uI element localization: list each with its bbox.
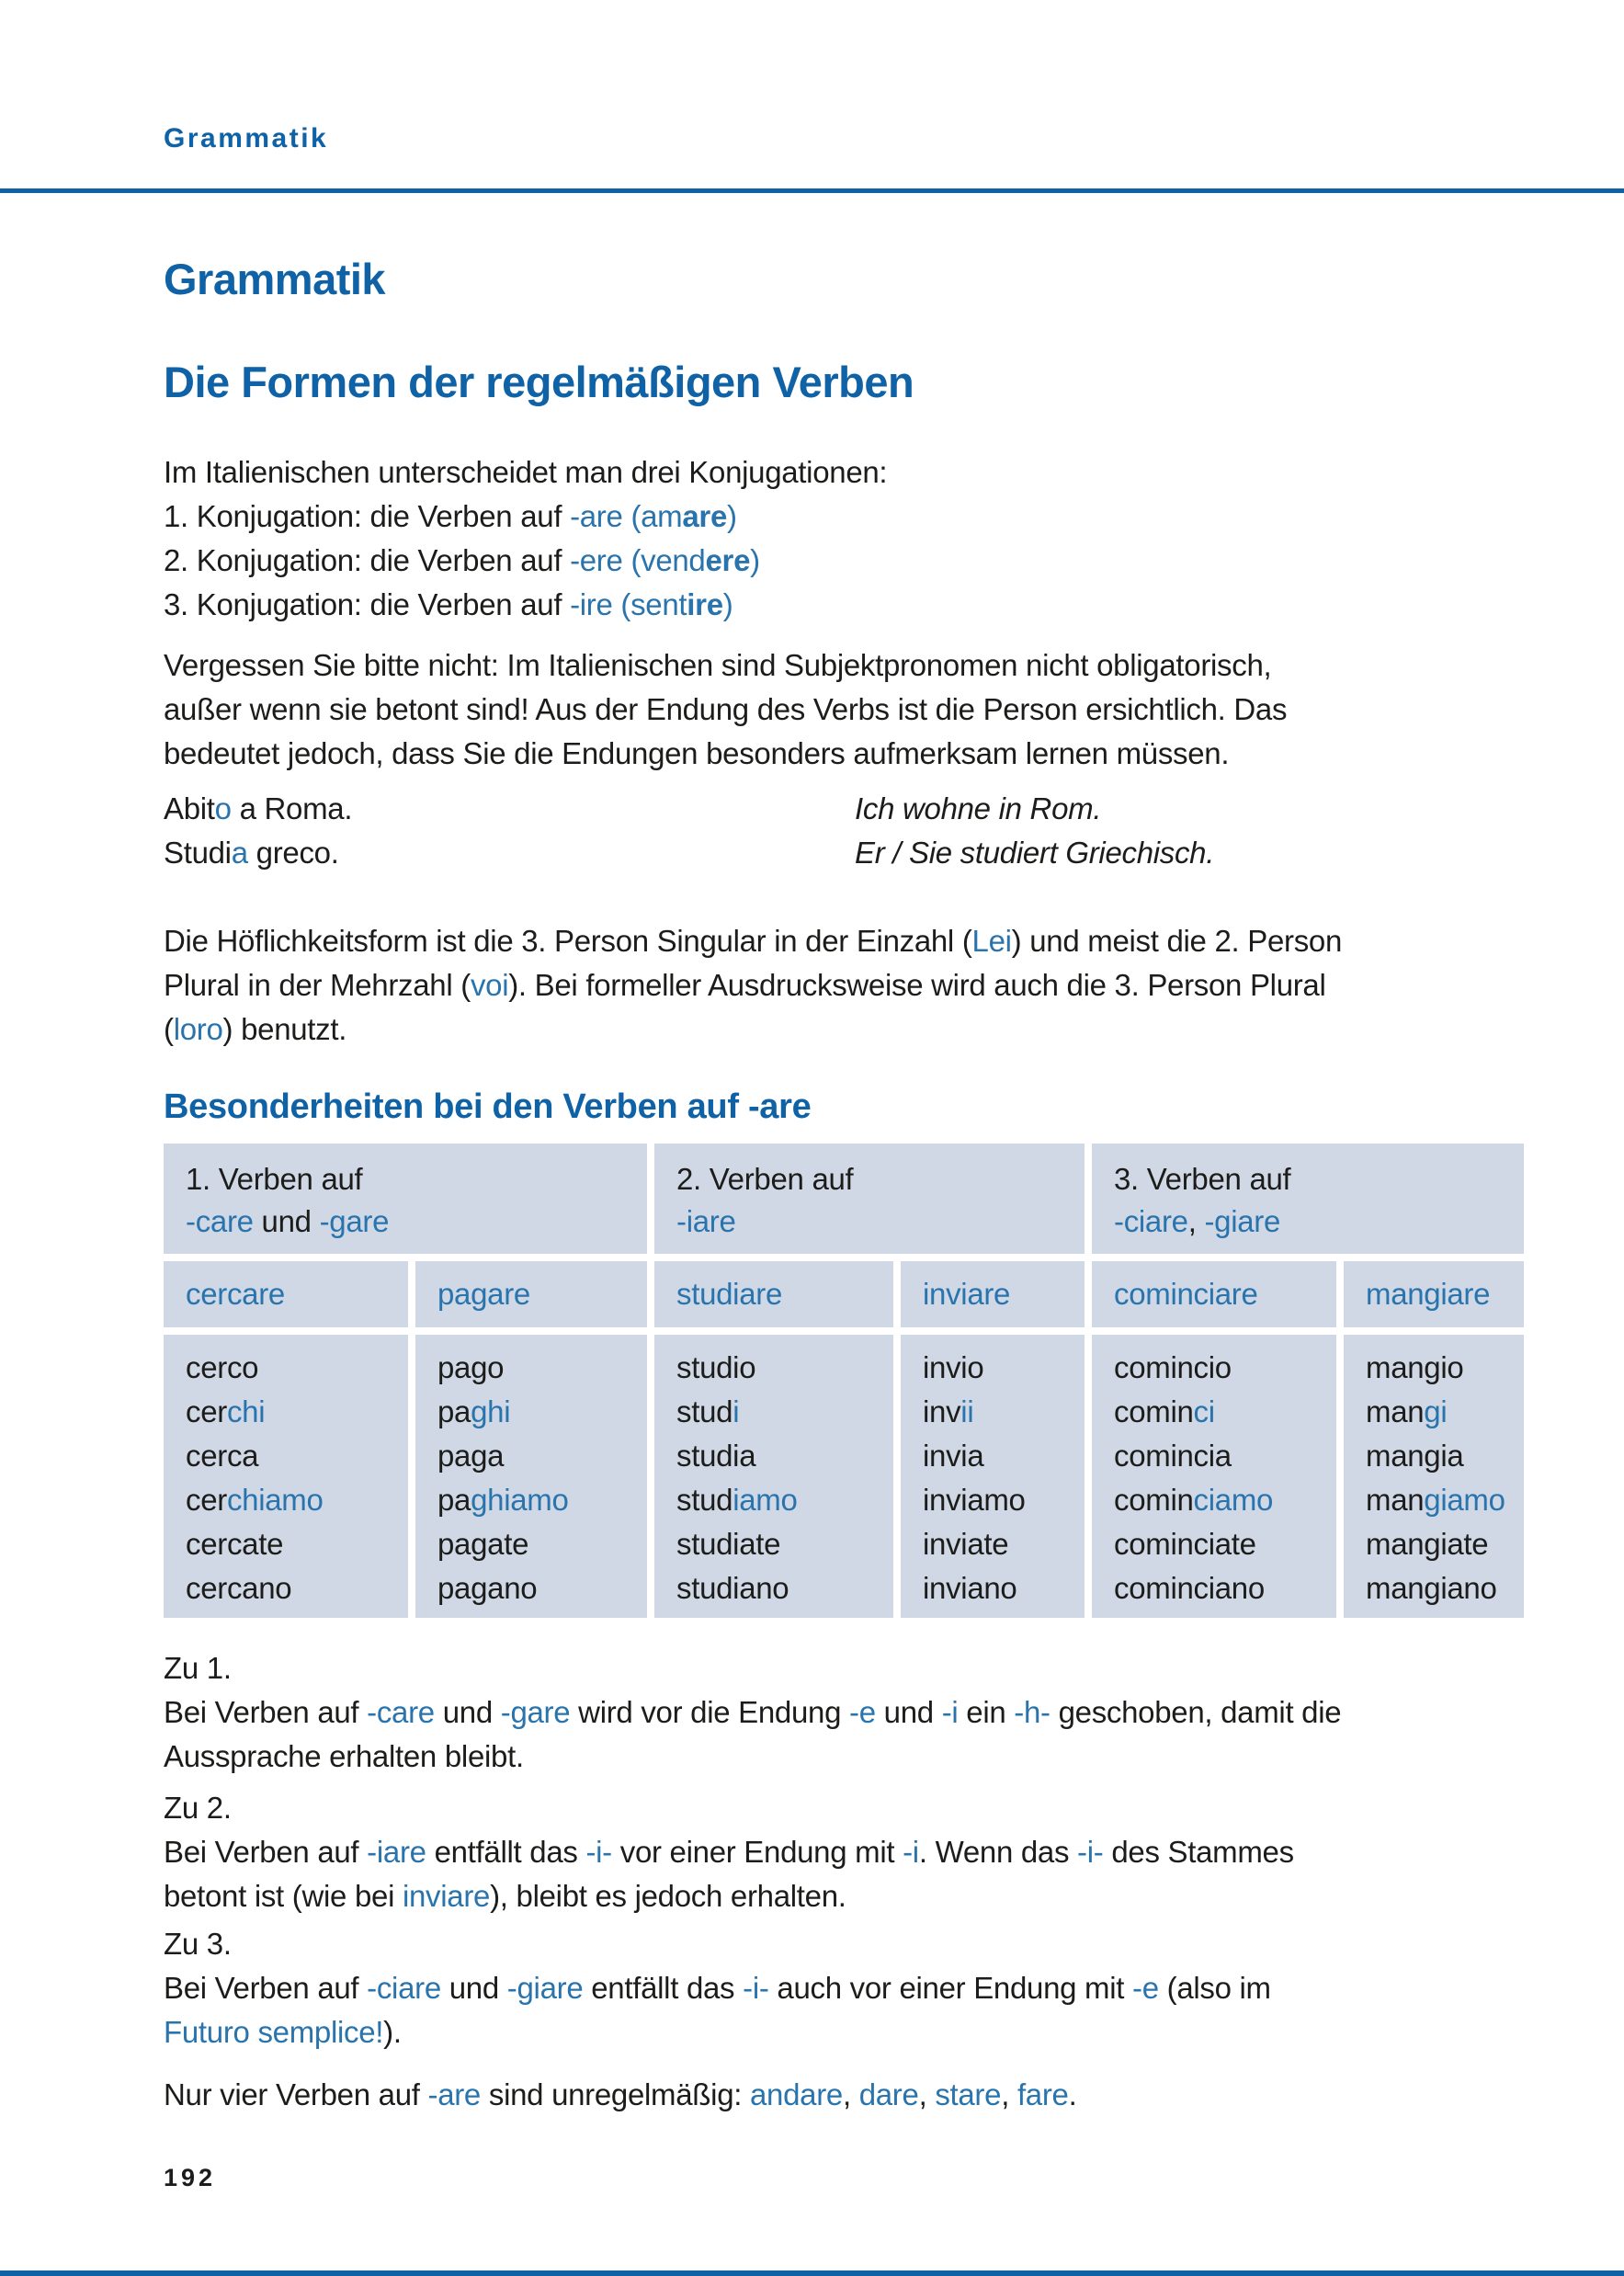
text-segment: ). (383, 2015, 402, 2049)
text-segment: -e (849, 1695, 876, 1729)
text-segment: ghiamo (471, 1483, 569, 1517)
text-segment: cercate (186, 1527, 284, 1561)
text-segment: -giare (506, 1971, 584, 2005)
text-segment: auch vor einer Endung mit (768, 1971, 1133, 2005)
text-line (164, 688, 1287, 732)
text-segment: entfällt das (426, 1835, 586, 1869)
conjugation-table (164, 1144, 1528, 1618)
text-segment: ). Bei formeller Ausdrucksweise wird auch die 3. Person Plural (508, 968, 1326, 1002)
text-line (437, 1390, 647, 1434)
page-title: Grammatik (164, 255, 386, 303)
text-segment: stare (935, 2077, 1002, 2111)
text-segment: mangia (1366, 1439, 1464, 1473)
text-line (1366, 1434, 1524, 1478)
text-segment: are (682, 499, 728, 533)
text-segment: Plural in der Mehrzahl ( (164, 968, 471, 1002)
text-line (1366, 1478, 1524, 1522)
text-segment: -ciare (1114, 1204, 1188, 1238)
text-line (923, 1434, 1085, 1478)
text-line (923, 1478, 1085, 1522)
text-line (1114, 1522, 1336, 1566)
text-segment: pa (437, 1394, 471, 1428)
group-endings (1114, 1201, 1524, 1243)
table-group-header (1092, 1144, 1524, 1254)
text-segment: voi (470, 968, 509, 1002)
text-segment: -i- (1077, 1835, 1104, 1869)
text-line (676, 1434, 893, 1478)
text-segment: 1. Konjugation: die Verben auf (164, 499, 571, 533)
note-zu-3 (164, 1922, 1271, 2054)
group-endings (676, 1201, 1085, 1243)
note-zu-2 (164, 1786, 1294, 1918)
text-segment: Abit (164, 791, 215, 825)
table-group-header (654, 1144, 1085, 1254)
text-segment: studio (676, 1350, 756, 1384)
text-segment: man (1366, 1483, 1425, 1517)
text-segment: und (253, 1204, 320, 1238)
note-body (164, 1690, 1341, 1779)
text-segment: comin (1114, 1483, 1194, 1517)
text-segment: ciamo (1193, 1483, 1274, 1517)
text-line (186, 1434, 408, 1478)
text-line (164, 495, 887, 539)
infinitive-cell: pagare (415, 1261, 647, 1327)
text-segment: ( (164, 1012, 174, 1046)
text-line (676, 1346, 893, 1390)
text-line (164, 539, 887, 583)
running-header: Grammatik (164, 123, 329, 154)
text-segment: -are (570, 499, 623, 533)
text-line (923, 1522, 1085, 1566)
text-segment: . Wenn das (918, 1835, 1078, 1869)
infinitive-cell: inviare (901, 1261, 1085, 1327)
text-line (164, 643, 1287, 688)
text-line (164, 963, 1342, 1007)
text-line (676, 1478, 893, 1522)
text-segment: geschoben, damit die (1050, 1695, 1342, 1729)
text-segment: -i- (743, 1971, 769, 2005)
text-line (1366, 1522, 1524, 1566)
text-segment: o (214, 791, 232, 825)
text-segment: ein (958, 1695, 1015, 1729)
text-segment: 2. Konjugation: die Verben auf (164, 543, 571, 577)
text-segment: man (1366, 1394, 1425, 1428)
text-segment: cercano (186, 1571, 292, 1605)
text-segment: ghi (471, 1394, 511, 1428)
text-segment: ) (750, 543, 760, 577)
text-segment: pagano (437, 1571, 538, 1605)
text-segment: -are (427, 2077, 481, 2111)
text-segment: -care (186, 1204, 254, 1238)
text-segment: Aussprache erhalten bleibt. (164, 1739, 524, 1773)
text-segment: ) (722, 587, 733, 621)
text-line (1114, 1434, 1336, 1478)
infinitive-cell: mangiare (1344, 1261, 1524, 1327)
text-segment: studiano (676, 1571, 789, 1605)
text-segment: bedeutet jedoch, dass Sie die Endungen besonders aufmerksam lernen müssen. (164, 736, 1230, 770)
group-title: 1. Verben auf (186, 1162, 363, 1196)
text-segment: cerco (186, 1350, 259, 1384)
text-segment: dare (858, 2077, 919, 2111)
text-line: Ich wohne in Rom. (855, 791, 1102, 825)
infinitive-cell: cominciare (1092, 1261, 1336, 1327)
text-line (186, 1390, 408, 1434)
conjugation-cell (1092, 1335, 1336, 1618)
text-line (164, 1735, 1341, 1779)
text-segment: iamo (733, 1483, 798, 1517)
text-line (437, 1346, 647, 1390)
text-line (164, 787, 855, 831)
text-segment: cominciate (1114, 1527, 1256, 1561)
text-line (164, 1690, 1341, 1735)
text-segment: 3. Konjugation: die Verben auf (164, 587, 571, 621)
text-line (164, 583, 887, 627)
text-segment: cer (186, 1394, 227, 1428)
text-line (164, 1966, 1271, 2010)
group-title: 2. Verben auf (676, 1162, 854, 1196)
text-segment: andare (749, 2077, 843, 2111)
text-segment: chi (226, 1394, 266, 1428)
paragraph-conjugations (164, 450, 887, 627)
text-segment: betont ist (wie bei (164, 1879, 403, 1913)
conjugation-cell (901, 1335, 1085, 1618)
text-segment: inviano (923, 1571, 1017, 1605)
text-segment: fare (1016, 2077, 1069, 2111)
infinitive-cell: cercare (164, 1261, 408, 1327)
text-line (1366, 1346, 1524, 1390)
text-line (1366, 1566, 1524, 1610)
text-segment: und (875, 1695, 942, 1729)
text-segment: studiate (676, 1527, 781, 1561)
text-segment: invia (923, 1439, 984, 1473)
text-line: Er / Sie studiert Griechisch. (855, 836, 1215, 870)
text-segment: Studi (164, 836, 232, 870)
text-line (186, 1566, 408, 1610)
text-segment: stud (676, 1483, 733, 1517)
note-title: Zu 1. (164, 1651, 232, 1685)
text-segment: Bei Verben auf (164, 1971, 368, 2005)
note-title: Zu 3. (164, 1927, 232, 1961)
text-line (923, 1566, 1085, 1610)
text-segment: stud (676, 1394, 733, 1428)
text-segment: -i (941, 1695, 959, 1729)
text-segment: -ere (570, 543, 623, 577)
text-segment: (sent (620, 587, 687, 621)
text-line (437, 1478, 647, 1522)
text-line (923, 1346, 1085, 1390)
text-segment: und (440, 1971, 507, 2005)
text-segment: studia (676, 1439, 756, 1473)
footer-rule (0, 2270, 1624, 2276)
text-line (676, 1566, 893, 1610)
text-line (1114, 1566, 1336, 1610)
text-segment: comincio (1114, 1350, 1232, 1384)
text-segment: i (733, 1394, 740, 1428)
table-group-header (164, 1144, 647, 1254)
text-segment: comincia (1114, 1439, 1232, 1473)
text-segment: -gare (500, 1695, 571, 1729)
group-endings (186, 1201, 647, 1243)
text-line (1366, 1390, 1524, 1434)
conjugation-cell (164, 1335, 408, 1618)
note-body (164, 1830, 1294, 1918)
text-segment: pagate (437, 1527, 529, 1561)
text-segment: inviate (923, 1527, 1009, 1561)
example-italian (164, 787, 855, 875)
text-segment: ), bleibt es jedoch erhalten. (490, 1879, 846, 1913)
text-segment: (also im (1158, 1971, 1271, 2005)
text-segment: inviamo (923, 1483, 1026, 1517)
text-line (186, 1478, 408, 1522)
text-segment: Lei (971, 924, 1012, 958)
text-line (164, 1007, 1342, 1052)
text-segment: pa (437, 1483, 471, 1517)
group-title: 3. Verben auf (1114, 1162, 1291, 1196)
text-segment: wird vor die Endung (570, 1695, 850, 1729)
text-segment: inv (923, 1394, 961, 1428)
conjugation-cell (415, 1335, 647, 1618)
paragraph-politeness (164, 919, 1342, 1052)
text-segment: und (434, 1695, 501, 1729)
text-segment: gi (1424, 1394, 1448, 1428)
text-segment: cerca (186, 1439, 259, 1473)
text-line (676, 1390, 893, 1434)
text-segment: -care (367, 1695, 435, 1729)
text-segment: cominciano (1114, 1571, 1265, 1605)
text-segment: cer (186, 1483, 227, 1517)
text-segment: pago (437, 1350, 505, 1384)
text-segment: Bei Verben auf (164, 1695, 368, 1729)
text-line (164, 831, 855, 875)
text-segment: (am (630, 499, 683, 533)
text-segment: ii (960, 1394, 974, 1428)
text-line (437, 1566, 647, 1610)
text-segment: greco. (247, 836, 339, 870)
text-line (1114, 1390, 1336, 1434)
text-line (186, 1522, 408, 1566)
text-line (437, 1434, 647, 1478)
text-segment: invio (923, 1350, 984, 1384)
chapter-title: Die Formen der regelmäßigen Verben (164, 358, 914, 406)
text-line (164, 1830, 1294, 1874)
text-segment: Die Höflichkeitsform ist die 3. Person Singular in der Einzahl ( (164, 924, 972, 958)
text-line (164, 732, 1287, 776)
text-line (164, 450, 887, 495)
text-segment: Futuro semplice! (164, 2015, 384, 2049)
text-segment: -iare (367, 1835, 426, 1869)
text-segment: Nur vier Verben auf (164, 2077, 428, 2111)
example-german (855, 787, 1214, 875)
text-segment: -i- (585, 1835, 612, 1869)
text-segment: paga (437, 1439, 505, 1473)
text-segment: , (1001, 2077, 1017, 2111)
text-segment: -giare (1204, 1204, 1281, 1238)
page-number: 192 (164, 2164, 217, 2191)
text-segment: ire (687, 587, 723, 621)
text-line (164, 2010, 1271, 2054)
note-body (164, 1966, 1271, 2054)
text-segment: a Roma. (231, 791, 353, 825)
text-segment: -iare (676, 1204, 736, 1238)
infinitive-cell: studiare (654, 1261, 893, 1327)
text-segment: -gare (319, 1204, 390, 1238)
text-segment: ) und meist die 2. Person (1011, 924, 1343, 958)
text-segment: -ciare (367, 1971, 441, 2005)
text-segment: -i (903, 1835, 919, 1869)
text-segment: entfällt das (583, 1971, 744, 2005)
paragraph-note (164, 643, 1287, 776)
text-segment: des Stammes (1103, 1835, 1294, 1869)
conjugation-cell (1344, 1335, 1524, 1618)
text-segment: giamo (1424, 1483, 1505, 1517)
text-segment: -ire (570, 587, 613, 621)
text-segment: comin (1114, 1394, 1194, 1428)
text-line (1114, 1478, 1336, 1522)
text-segment: Im Italienischen unterscheidet man drei Konjugationen: (164, 455, 888, 489)
text-segment: mangio (1366, 1350, 1464, 1384)
paragraph-irregular-verbs (164, 2073, 1076, 2117)
text-segment: ) (727, 499, 737, 533)
example-pair (164, 787, 1214, 875)
text-segment: mangiano (1366, 1571, 1497, 1605)
text-segment: vor einer Endung mit (611, 1835, 903, 1869)
header-rule (0, 188, 1624, 193)
text-line (186, 1346, 408, 1390)
text-segment: . (1068, 2077, 1077, 2111)
text-line (437, 1522, 647, 1566)
note-title: Zu 2. (164, 1791, 232, 1825)
text-segment: -h- (1014, 1695, 1050, 1729)
conjugation-cell (654, 1335, 893, 1618)
text-segment: a (231, 836, 248, 870)
text-line (164, 919, 1342, 963)
text-segment: mangiate (1366, 1527, 1489, 1561)
text-segment: , (1187, 1204, 1205, 1238)
text-line (164, 1874, 1294, 1918)
text-segment: ci (1193, 1394, 1215, 1428)
text-segment: -e (1132, 1971, 1159, 2005)
text-segment: loro (173, 1012, 223, 1046)
text-segment: Bei Verben auf (164, 1835, 368, 1869)
text-line (923, 1390, 1085, 1434)
text-segment: inviare (402, 1879, 491, 1913)
text-segment: , (918, 2077, 936, 2111)
text-segment: chiamo (226, 1483, 324, 1517)
text-segment: Vergessen Sie bitte nicht: Im Italienischen sind Subjektpronomen nicht obligatorisch, (164, 648, 1272, 682)
section-title: Besonderheiten bei den Verben auf -are (164, 1087, 812, 1126)
text-segment: außer wenn sie betont sind! Aus der Endung des Verbs ist die Person ersichtlich. Das (164, 692, 1288, 726)
text-segment: , (842, 2077, 859, 2111)
note-zu-1 (164, 1646, 1341, 1779)
text-segment: sind unregelmäßig: (481, 2077, 750, 2111)
text-segment: ere (705, 543, 751, 577)
text-line (1114, 1346, 1336, 1390)
text-segment: ) benutzt. (222, 1012, 347, 1046)
text-segment: (vend (630, 543, 706, 577)
text-line (676, 1522, 893, 1566)
